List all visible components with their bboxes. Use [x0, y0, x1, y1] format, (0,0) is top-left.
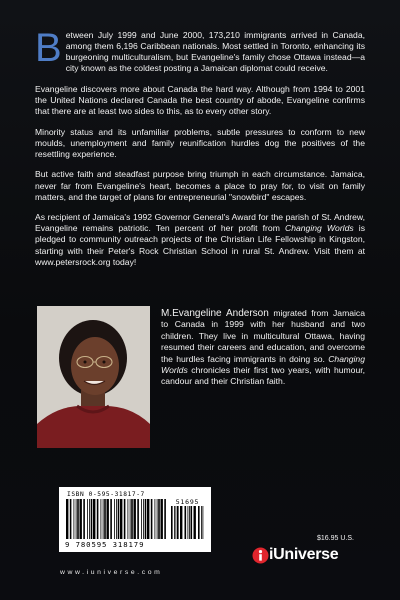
- barcode-bar: [171, 506, 173, 539]
- barcode-bar: [103, 499, 104, 539]
- barcode-bar: [188, 506, 189, 539]
- barcode-bar: [174, 506, 175, 539]
- barcode-bar: [80, 499, 82, 539]
- barcode-bar: [180, 506, 182, 539]
- barcode-bar: [157, 499, 158, 539]
- barcode-bar: [155, 499, 156, 539]
- ean-digits: 9 780595 318179: [65, 540, 145, 549]
- author-photo: [37, 306, 150, 448]
- barcode-bar: [161, 499, 163, 539]
- barcode-bar: [107, 499, 109, 539]
- barcode-bar: [130, 499, 131, 539]
- iuniverse-logo-icon: [252, 547, 269, 564]
- barcode-bar: [91, 499, 93, 539]
- barcode-bar: [203, 506, 204, 539]
- barcode-bar: [147, 499, 149, 539]
- barcode-bar: [177, 506, 179, 539]
- ean-barcode-bars: [66, 499, 167, 539]
- isbn-barcode: [59, 487, 211, 552]
- barcode-bar: [198, 506, 200, 539]
- barcode-bar: [137, 499, 139, 539]
- barcode-bar: [104, 499, 106, 539]
- publisher-logo[interactable]: [252, 545, 372, 567]
- blurb-paragraph-1-text: etween July 1999 and June 2000, 173,210 immigrants arrived in Canada, among them 6,196 Caribbean nationals. Most settled in Toronto, enhancing its burgeoning multiculturalism, but Evangeline's family chose Ottawa instead—a city known as the coldest posting a Jamaican diplomat could receive.: [65, 30, 365, 74]
- barcode-bar: [141, 499, 142, 539]
- barcode-bar: [176, 506, 177, 539]
- barcode-bar: [116, 499, 117, 539]
- barcode-bar: [77, 499, 79, 539]
- barcode-bar: [191, 506, 193, 539]
- blurb-paragraph-5: [35, 212, 365, 267]
- barcode-bar: [110, 499, 112, 539]
- barcode-bar: [74, 499, 75, 539]
- author-bio-text-b: chronicles their first two years, with humour, candour and their Christian faith.: [161, 365, 365, 387]
- author-bio-text-a: migrated from Jamaica to Canada in 1999 with her husband and two children. They live in multicultural Ottawa, having resumed their careers and education, and overcome the hurdles facing immigrants in doing so.: [161, 308, 366, 364]
- barcode-bar: [185, 506, 187, 539]
- barcode-bar: [87, 499, 88, 539]
- publisher-website-link[interactable]: www.iuniverse.com: [60, 569, 163, 576]
- author-bio-book-title: Changing Worlds: [161, 353, 365, 376]
- barcode-bar: [93, 499, 95, 539]
- publisher-name: iUniverse: [269, 546, 339, 563]
- barcode-bar: [89, 499, 90, 539]
- barcode-bar: [101, 499, 102, 539]
- drop-cap: B: [35, 26, 62, 70]
- blurb-paragraph-3: Minority status and its unfamiliar problems, subtle pressures to conform to new moulds, unemployment and family reunification hurdles dog the positives of the resettling experience.: [35, 126, 365, 159]
- blurb-paragraph-2: Evangeline discovers more about Canada the hard way. Although from 1994 to 2001 the United Nations declared Canada the best country of abode, Evangeline confirms that there are at least two sides to this, as to every other story.: [35, 83, 365, 117]
- price-label: $16.95 U.S.: [317, 535, 354, 542]
- blurb-paragraph-4: But active faith and steadfast purpose bring triumph in each circumstance. Jamaica, never far from Evangeline's heart, becomes a place to pray for, to visit on family matters, and the target of plans for entrepreneurial "snowbird" escapes.: [35, 169, 365, 202]
- barcode-bar: [128, 499, 129, 539]
- barcode-bar: [124, 499, 126, 539]
- barcode-bar: [194, 506, 196, 539]
- barcode-bar: [118, 499, 120, 539]
- barcode-bar: [145, 499, 147, 539]
- book-title-italic: Changing Worlds: [285, 223, 354, 234]
- barcode-bar: [151, 499, 153, 539]
- barcode-bar: [131, 499, 133, 539]
- barcode-bar: [70, 499, 72, 539]
- price-addon-number: 51695: [175, 498, 200, 506]
- barcode-bar: [164, 499, 166, 539]
- cover-blurb: [35, 26, 366, 277]
- barcode-bar: [134, 499, 136, 539]
- blurb-paragraph-5-text-a: As recipient of Jamaica's 1992 Governor General's Award for the parish of St. Andrew, Evangeline remains patriotic. Ten percent of her profit from: [35, 212, 365, 234]
- author-bio: [161, 308, 365, 388]
- barcode-bar: [143, 499, 144, 539]
- barcode-bar: [66, 499, 68, 539]
- barcode-bar: [76, 499, 77, 539]
- barcode-bar: [189, 506, 190, 539]
- barcode-bar: [158, 499, 160, 539]
- barcode-bar: [120, 499, 122, 539]
- author-name: M.Evangeline Anderson: [161, 308, 269, 319]
- isbn-number: ISBN 0-595-31817-7: [67, 491, 145, 498]
- barcode-bar: [114, 499, 115, 539]
- barcode-bar: [97, 499, 99, 539]
- addon-barcode-bars: [171, 506, 204, 539]
- barcode-bar: [201, 506, 202, 539]
- barcode-bar: [83, 499, 85, 539]
- blurb-paragraph-1: [35, 26, 365, 74]
- blurb-paragraph-5-text-b: is pledged to community outreach projects of the Christian Life Fellowship in Kingston, starting with their Peter's Rock Christian School in rural St. Andrew. Visit them at www.petersrock.org today!: [35, 223, 366, 267]
